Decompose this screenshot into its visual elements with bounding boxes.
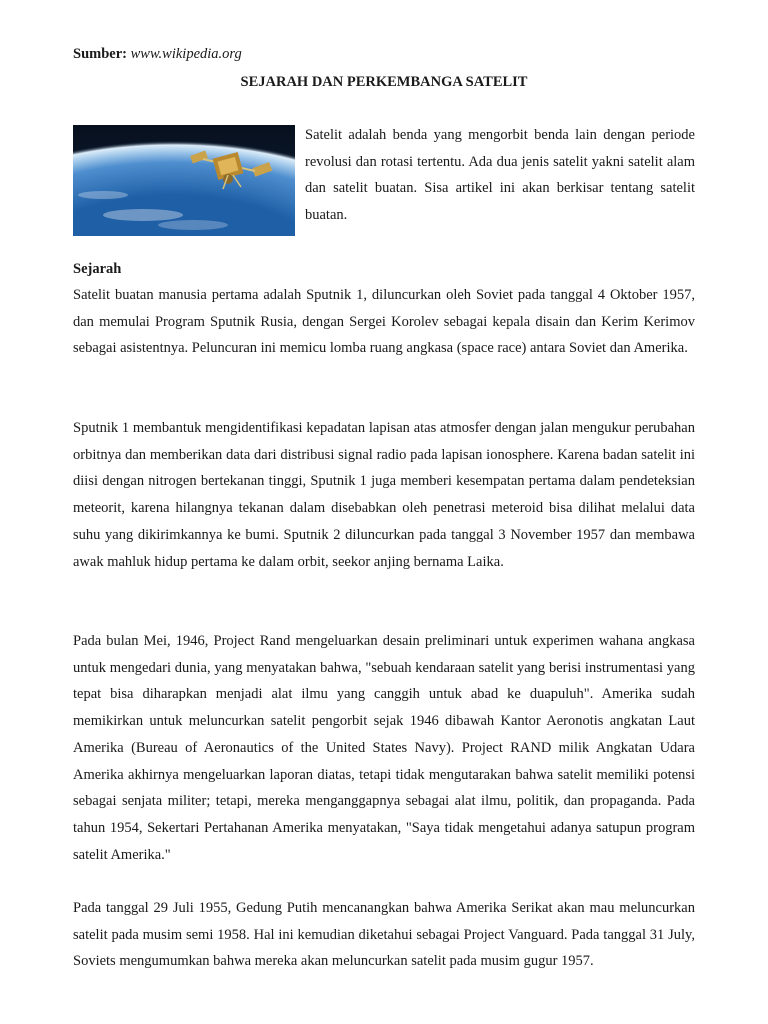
paragraph-text: Pada tanggal 29 Juli 1955, Gedung Putih mencanangkan bahwa Amerika Serikat akan mau meluncurkan satelit pada musim semi 1958. Hal ini kemudian diketahui sebagai Project Vanguard. Pada tanggal 31 July, Soviets mengumumkan bahwa mereka akan meluncurkan satelit pada musim gugur 1957. bbox=[73, 900, 695, 970]
body-paragraph bbox=[73, 895, 695, 975]
paragraph-text: Pada bulan Mei, 1946, Project Rand mengeluarkan desain preliminari untuk experimen wahana angkasa untuk mengedari dunia, yang menyatakan bahwa, "sebuah kendaraan satelit yang berisi instrumentasi yang tepat bisa diharapkan menjadi alat ilmu yang canggih untuk abad ke duapuluh". Amerika sudah memikirkan untuk meluncurkan satelit pengorbit sejak 1946 dibawah Kantor Aeronotis angkatan Laut Amerika (Bureau of Aeronautics of the United States Navy). Project RAND milik Angkatan Udara Amerika akhirnya mengeluarkan laporan diatas, tetapi tidak mengutarakan bahwa satelit memiliki potensi sebagai senjata militer; tetapi, mereka menganggapnya sebagai alat ilmu, politik, dan propaganda. Pada tahun 1954, Sekertari Pertahanan Amerika menyatakan, "Saya tidak mengetahui adanya satupun program satelit Amerika." bbox=[73, 633, 695, 863]
source-line bbox=[73, 44, 242, 64]
intro-paragraph bbox=[305, 122, 695, 229]
paragraph-text: Satelit buatan manusia pertama adalah Sputnik 1, diluncurkan oleh Soviet pada tanggal 4 Oktober 1957, dan memulai Program Sputnik Rusia, dengan Sergei Korolev sebagai kepala disain dan Kerim Kerimov sebagai asistentnya. Peluncuran ini memicu lomba ruang angkasa (space race) antara Soviet dan Amerika. bbox=[73, 287, 695, 357]
paragraph-text: Sputnik 1 membantuk mengidentifikasi kepadatan lapisan atas atmosfer dengan jalan mengukur perubahan orbitnya dan memberikan data dari distribusi signal radio pada lapisan ionosphere. Karena badan satelit ini diisi dengan nitrogen bertekanan tinggi, Sputnik 1 juga memberi kesempatan pertama dalam pendeteksian meteorit, karena hilangnya tekanan dalam disebabkan oleh penetrasi meteroid bisa dilihat melalui data suhu yang dikirimkannya ke bumi. Sputnik 2 diluncurkan pada tanggal 3 November 1957 dan membawa awak mahluk hidup pertama ke dalam orbit, seekor anjing bernama Laika. bbox=[73, 420, 695, 570]
body-paragraph bbox=[73, 282, 695, 362]
satellite-image bbox=[73, 125, 295, 236]
section-heading: Sejarah bbox=[73, 261, 122, 277]
source-label: Sumber: bbox=[73, 46, 127, 62]
body-paragraph bbox=[73, 628, 695, 868]
source-url: www.wikipedia.org bbox=[130, 46, 242, 62]
intro-text: Satelit adalah benda yang mengorbit benda lain dengan periode revolusi dan rotasi tertentu. Ada dua jenis satelit yakni satelit alam dan satelit buatan. Sisa artikel ini akan berkisar tentang satelit buatan. bbox=[305, 127, 695, 224]
document-title: SEJARAH DAN PERKEMBANGA SATELIT bbox=[240, 74, 528, 90]
body-paragraph bbox=[73, 415, 695, 575]
